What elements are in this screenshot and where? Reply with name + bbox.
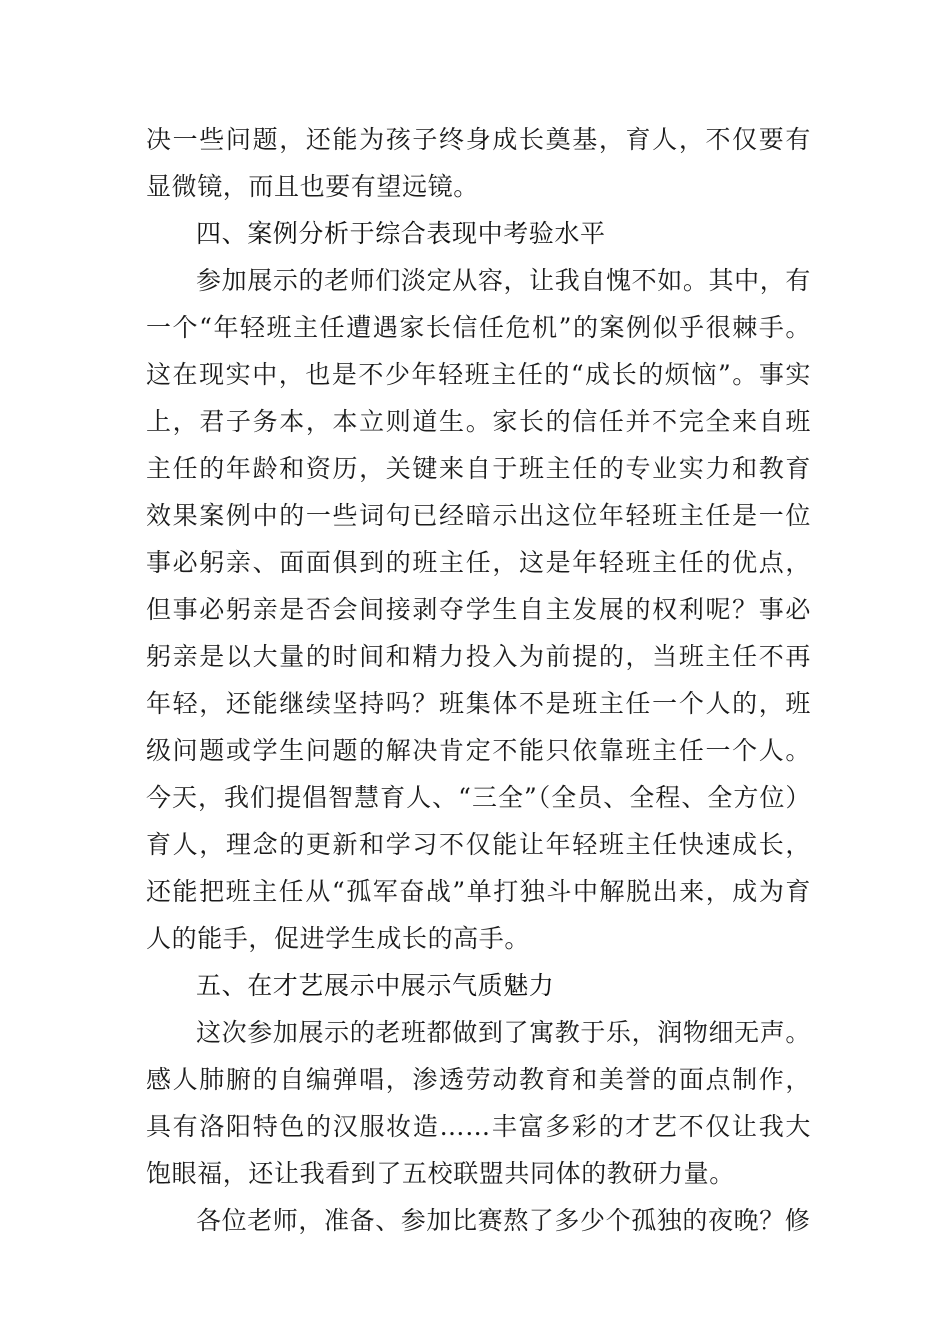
section-heading-five: 五、在才艺展示中展示气质魅力 (196, 971, 555, 1000)
paragraph-continuation: 决一些问题，还能为孩子终身成长奠基，育人，不仅要有显微镜，而且也要有望远镜。 (146, 125, 811, 201)
paragraph-talent-show: 这次参加展示的老班都做到了寓教于乐，润物细无声。感人肺腑的自编弹唱，渗透劳动教育和美誉的面点制作，具有洛阳特色的汉服妆造……丰富多彩的才艺不仅让我大饱眼福，还让我看到了五校联盟共同体的教研力量。 (146, 1018, 811, 1188)
section-heading-four: 四、案例分析于综合表现中考验水平 (196, 219, 606, 248)
paragraph-closing: 各位老师，准备、参加比赛熬了多少个孤独的夜晚？修 (196, 1206, 811, 1235)
document-body (146, 116, 811, 1244)
paragraph-case-analysis: 参加展示的老师们淡定从容，让我自愧不如。其中，有一个“年轻班主任遭遇家长信任危机”的案例似乎很棘手。这在现实中，也是不少年轻班主任的“成长的烦恼”。事实上，君子务本，本立则道生。家长的信任并不完全来自班主任的年龄和资历，关键来自于班主任的专业实力和教育效果案例中的一些词句已经暗示出这位年轻班主任是一位事必躬亲、面面俱到的班主任，这是年轻班主任的优点，但事必躬亲是否会间接剥夺学生自主发展的权利呢？事必躬亲是以大量的时间和精力投入为前提的，当班主任不再年轻，还能继续坚持吗？班集体不是班主任一个人的，班级问题或学生问题的解决肯定不能只依靠班主任一个人。今天，我们提倡智慧育人、“三全”（全员、全程、全方位）育人，理念的更新和学习不仅能让年轻班主任快速成长，还能把班主任从“孤军奋战”单打独斗中解脱出来，成为育人的能手，促进学生成长的高手。 (146, 266, 811, 953)
